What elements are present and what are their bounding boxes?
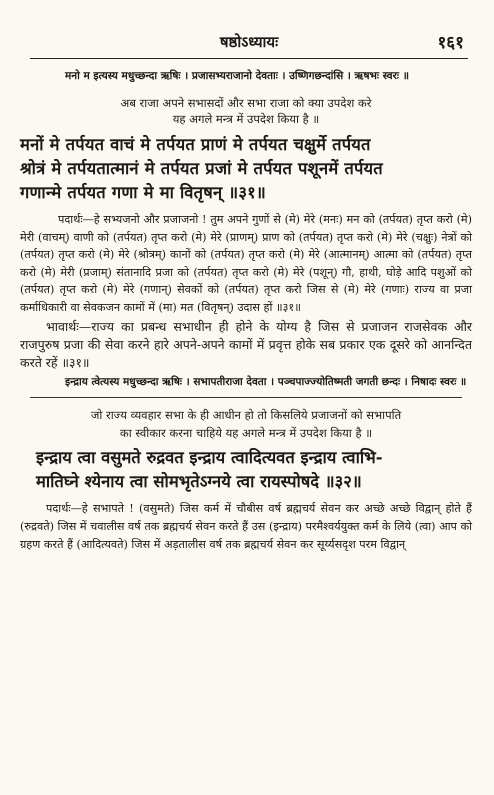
verse-31-rishi-line: मनो म इत्यस्य मधुच्छन्दा ऋषिः । प्रजासभ्यराजानो देवताः । उष्णिगछन्दांसि । ऋषभः स्वरः ॥ (65, 70, 409, 82)
verse-32-intro (20, 406, 472, 442)
mantra-line: गणान्मे तर्पयत गणा मे मा वितृषन् ॥३१॥ (20, 183, 266, 202)
page-header (30, 30, 468, 59)
verse-31-mantra (20, 133, 472, 205)
page-content (20, 66, 472, 554)
verse-31-intro (20, 95, 472, 127)
mantra-line: मनों मे तर्पयत वाचं मे तर्पयत प्राणं मे तर्पयत चक्षुर्मे तर्पयत (20, 135, 371, 154)
intro-line: का स्वीकार करना चाहिये यह अगले मन्त्र में उपदेश किया है ॥ (119, 425, 373, 440)
verse-31-bhavartha: भावार्थः—राज्य का प्रबन्ध सभाधीन ही होने के योग्य है जिस से प्रजाजन राजसेवक और राजपुरुष प्रजा की सेवा करने हारे अपने-अपने कामों में प्रवृत्त होके सब प्रकार एक दूसरे को आनन्दित करते रहें ॥३१॥ (20, 318, 472, 370)
intro-line: अब राजा अपने सभासदों और सभा राजा को क्या उपदेश करे (120, 96, 372, 110)
mantra-line: मातिघ्ने श्येनाय त्वा सोमभृतेऽग्नये त्वा रायस्पोषदे ॥३२॥ (36, 471, 362, 491)
running-title: षष्ठोऽध्यायः (219, 33, 279, 51)
page-number: १६१ (437, 33, 464, 53)
verse-32-padartha: पदार्थः—हे सभापते ! (वसुमते) जिस कर्म में चौबीस वर्ष ब्रह्मचर्य सेवन कर अच्छे अच्छे विद्वान् होते हैं (रुद्रवते) जिस में चवालीस वर्ष तक ब्रह्मचर्य सेवन करते हैं उस (इन्द्राय) परमैश्वर्ययुक्त कर्म के लिये (त्वा) आप को ग्रहण करते हैं (आदित्यवते) जिस में अड़तालीस वर्ष तक ब्रह्मचर्य सेवन कर सूर्य्यसदृश परम विद्वान् (20, 501, 472, 551)
mantra-line: श्रोत्रं मे तर्पयतात्मानं मे तर्पयत प्रजां मे तर्पयत पशूनमें तर्पयत (20, 159, 383, 178)
verse-32-rishi-line: इन्द्राय त्वेत्यस्य मधुच्छन्दा ऋषिः । सभापतीराजा देवता । पञ्चपाज्ज्योतिष्मती जगती छन्दः । निषादः स्वरः ॥ (65, 375, 467, 388)
intro-line: जो राज्य व्यवहार सभा के ही आधीन हो तो किसलिये प्रजाजनों को सभापति (90, 407, 402, 422)
intro-line: यह अगले मन्त्र में उपदेश किया है ॥ (172, 112, 320, 126)
verse-32-mantra (20, 446, 472, 494)
mantra-line: इन्द्राय त्वा वसुमते रुद्रवत इन्द्राय त्वादित्यवत इन्द्राय त्वाभि- (36, 447, 383, 467)
divider (30, 397, 462, 398)
verse-31-padartha: पदार्थः—हे सभ्यजनो और प्रजाजनो ! तुम अपने गुणों से (मे) मेरे (मनः) मन को (तर्पयत) तृप्त करो (मे) मेरी (वाचम्) वाणी को (तर्पयत) तृप्त करो (मे) मेरे (प्राणम्) प्राण को (तर्पयत) तृप्त करो (मे) मेरे (चक्षुः) नेत्रों को (तर्पयत) तृप्त करो (मे) मेरे (श्रोत्रम्) कानों को (तर्पयत) तृप्त करो (मे) मेरे (आत्मानम्) आत्मा को (तर्पयत) तृप्त करो (मे) मेरी (प्रजाम्) संतानादि प्रजा को (तर्पयत) तृप्त करो (मे) मेरे (पशून्) गौ, हाथी, घोड़े आदि पशुओं को (तर्पयत) तृप्त करो (मे) मेरे (गणान्) सेवकों को (तर्पयत) तृप्त करो जिस से (मे) मेरे (गणाः) राज्य वा प्रजा कर्माधिकारी वा सेवकजन कामों में (मा) मत (वितृषन्) उदास हों ॥३१॥ (20, 213, 472, 314)
